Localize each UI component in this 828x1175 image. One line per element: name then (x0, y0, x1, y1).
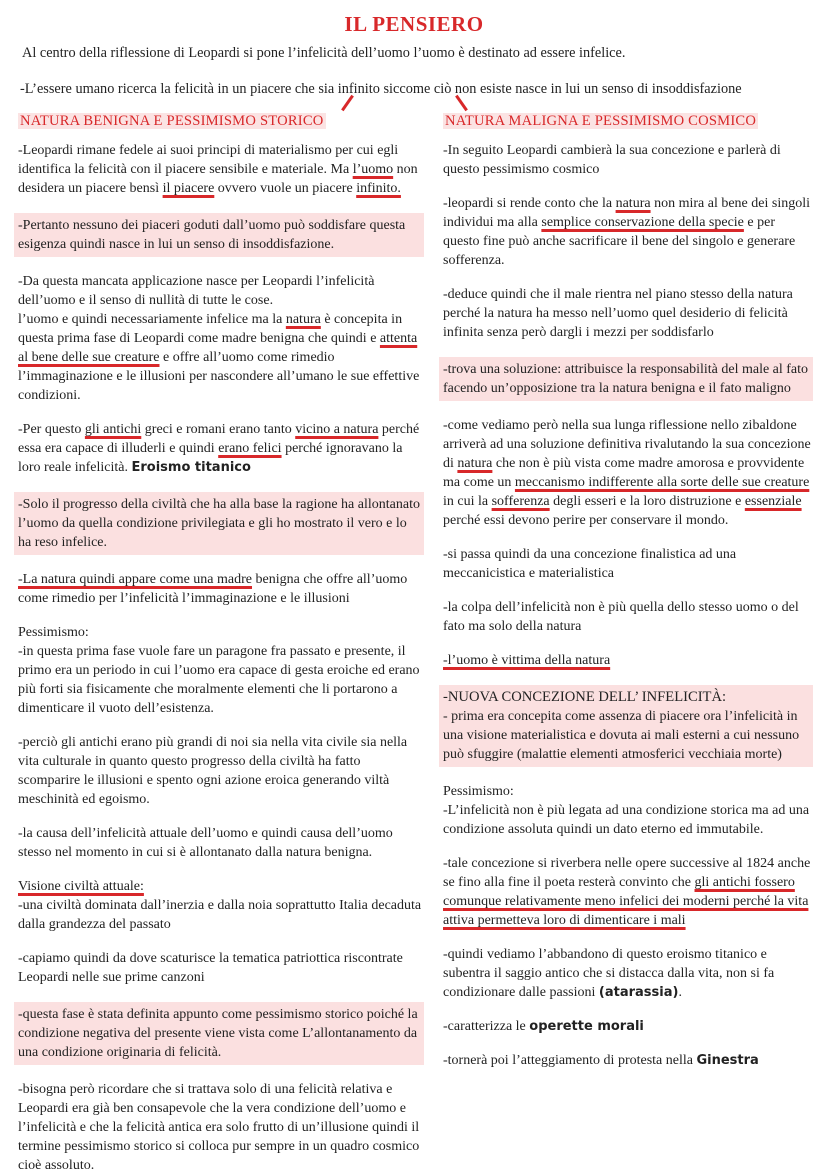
right-paragraph-5: -come vediamo però nella sua lunga riflessione nello zibaldone arriverà ad una soluzione definitiva rivalutando la sua concezione di natura che non è più vista come madre amorosa e provvidente ma come un meccanismo indifferente alla sorte delle sue creature in cui la sofferenza degli esseri e la loro distruzione e essenziale perché essi devono perire per conservare il mondo. (443, 418, 811, 528)
right-paragraph-12: -quindi vediamo l’abbandono di questo eroismo titanico e subentra il saggio antico che si distacca dalla vita, non si fa condizionare dalle passioni (atarassia). (443, 947, 775, 1000)
right-paragraph-2: -leopardi si rende conto che la natura non mira al bene dei singoli individui ma alla semplice conservazione della specie e per questo fine può anche sacrificare il bene del singolo e generare sofferenza. (443, 196, 810, 268)
left-paragraph-1: -Leopardi rimane fedele ai suoi principi di materialismo per cui egli identifica la felicità con il piacere sensibile e materiale. Ma l’uomo non desidera un piacere bensì il piacere ovvero vuole un piacere infinito. (18, 143, 418, 196)
left-paragraph-10: Visione civiltà attuale: -una civiltà dominata dall’inerzia e dalla noia soprattutto Italia decaduta dalla grandezza del passato (18, 879, 422, 932)
left-paragraph-4: -Per questo gli antichi greci e romani erano tanto vicino a natura perché essa era capace di illuderli e quindi erano felici perché ignoravano la loro reale infelicità. Eroismo titanico (18, 422, 420, 475)
left-paragraph-13: -bisogna però ricordare che si trattava solo di una felicità relativa e Leopardi era già ben consapevole che la vera condizione dell’uomo e l’infelicità e che la felicità antica era solo frutto di un’illusione quindi il termine pessimismo storico si colloca pur sempre in un quadro cosmico cioè assoluto. (18, 1082, 420, 1173)
left-column (18, 108, 424, 1175)
right-paragraph-14: -tornerà poi l’atteggiamento di protesta nella Ginestra (443, 1053, 759, 1068)
left-paragraph-8: -perciò gli antichi erano più grandi di noi sia nella vita civile sia nella vita culturale in quanto questo progresso della civiltà ha fatto scomparire le illusioni e spento ogni azione eroica generando viltà meschinità ed egoismo. (18, 735, 408, 807)
right-paragraph-9: -NUOVA CONCEZIONE DELL’ INFELICITÀ: - prima era concepita come assenza di piacere ora l’infelicità in una visione materialistica e dovuta ai mali esterni a cui nessuno può sfuggire (malattie elementi atmosferici vecchiaia morte) (439, 685, 813, 767)
left-paragraph-3: -Da questa mancata applicazione nasce per Leopardi l’infelicità dell’uomo e il senso di nullità di tutte le cose. l’uomo e quindi necessariamente infelice ma la natura è concepita in questa prima fase di Leopardi come madre benigna che quindi e attenta al bene delle sue creature e offre all’uomo come rimedio l’immaginazione e le illusioni per nascondere all’umano le sue effettive condizioni. (18, 274, 420, 403)
left-paragraph-7: Pessimismo: -in questa prima fase vuole fare un paragone fra passato e presente, il primo era un periodo in cui l’uomo era capace di gesta eroiche ed erano più forti sia fisicamente che moralmente elementi che li portarono a dimenticare il vuoto dell’esistenza. (18, 625, 420, 716)
left-paragraph-11: -capiamo quindi da dove scaturisce la tematica patriottica riscontrate Leopardi nelle sue prime canzoni (18, 951, 403, 985)
right-paragraph-3: -deduce quindi che il male rientra nel piano stesso della natura perché la natura ha messo nell’uomo quel desiderio di felicità infinita senza però dargli i mezzi per soddisfarlo (443, 287, 793, 340)
right-paragraph-1: -In seguito Leopardi cambierà la sua concezione e parlerà di questo pessimismo cosmico (443, 143, 781, 177)
intro-line-1: Al centro della riflessione di Leopardi si pone l’infelicità dell’uomo l’uomo è destinato ad essere infelice. (22, 45, 626, 61)
right-paragraph-8: -l’uomo è vittima della natura (443, 653, 611, 668)
left-paragraph-2: -Pertanto nessuno dei piaceri goduti dall’uomo può soddisfare questa esigenza quindi nasce in lui un senso di insoddisfazione. (14, 213, 424, 257)
right-paragraph-13: -caratterizza le operette morali (443, 1019, 644, 1034)
page-title: IL PENSIERO (344, 12, 484, 36)
right-paragraph-10: Pessimismo: -L’infelicità non è più legata ad una condizione storica ma ad una condizione assoluta quindi un dato eterno ed immutabile. (443, 784, 810, 837)
right-paragraph-7: -la colpa dell’infelicità non è più quella dello stesso uomo o del fato ma solo della natura (443, 600, 799, 634)
right-paragraph-11: -tale concezione si riverbera nelle opere successive al 1824 anche se fino alla fine il poeta resterà convinto che gli antichi fossero comunque relativamente meno infelici dei moderni perché la vita attiva permetteva loro di dimenticare i mali (443, 856, 811, 928)
left-paragraph-5: -Solo il progresso della civiltà che ha alla base la ragione ha allontanato l’uomo da quella condizione privilegiata e gli ho mostrato il vero e lo ha reso infelice. (14, 492, 424, 555)
right-heading: NATURA MALIGNA E PESSIMISMO COSMICO (445, 113, 757, 129)
right-paragraph-6: -si passa quindi da una concezione finalistica ad una meccanicistica e materialistica (443, 547, 737, 581)
right-paragraph-4: -trova una soluzione: attribuisce la responsabilità del male al fato facendo un’opposizione tra la natura benigna e il fato maligno (439, 357, 813, 401)
left-paragraph-9: -la causa dell’infelicità attuale dell’uomo e quindi causa dell’uomo stesso nel momento in cui si è allontanato dalla natura benigna. (18, 826, 393, 860)
right-column (443, 108, 813, 1070)
left-paragraph-6: -La natura quindi appare come una madre benigna che offre all’uomo come rimedio per l’infelicità l’immaginazione e le illusioni (18, 572, 408, 606)
left-heading: NATURA BENIGNA E PESSIMISMO STORICO (20, 113, 324, 129)
left-paragraph-12: -questa fase è stata definita appunto come pessimismo storico poiché la condizione negativa del presente viene vista come L’allontanamento da una condizione originaria di felicità. (14, 1002, 424, 1065)
intro-line-2: -L’essere umano ricerca la felicità in un piacere che sia infinito siccome ciò non esiste nasce in lui un senso di insoddisfazione (20, 81, 742, 97)
